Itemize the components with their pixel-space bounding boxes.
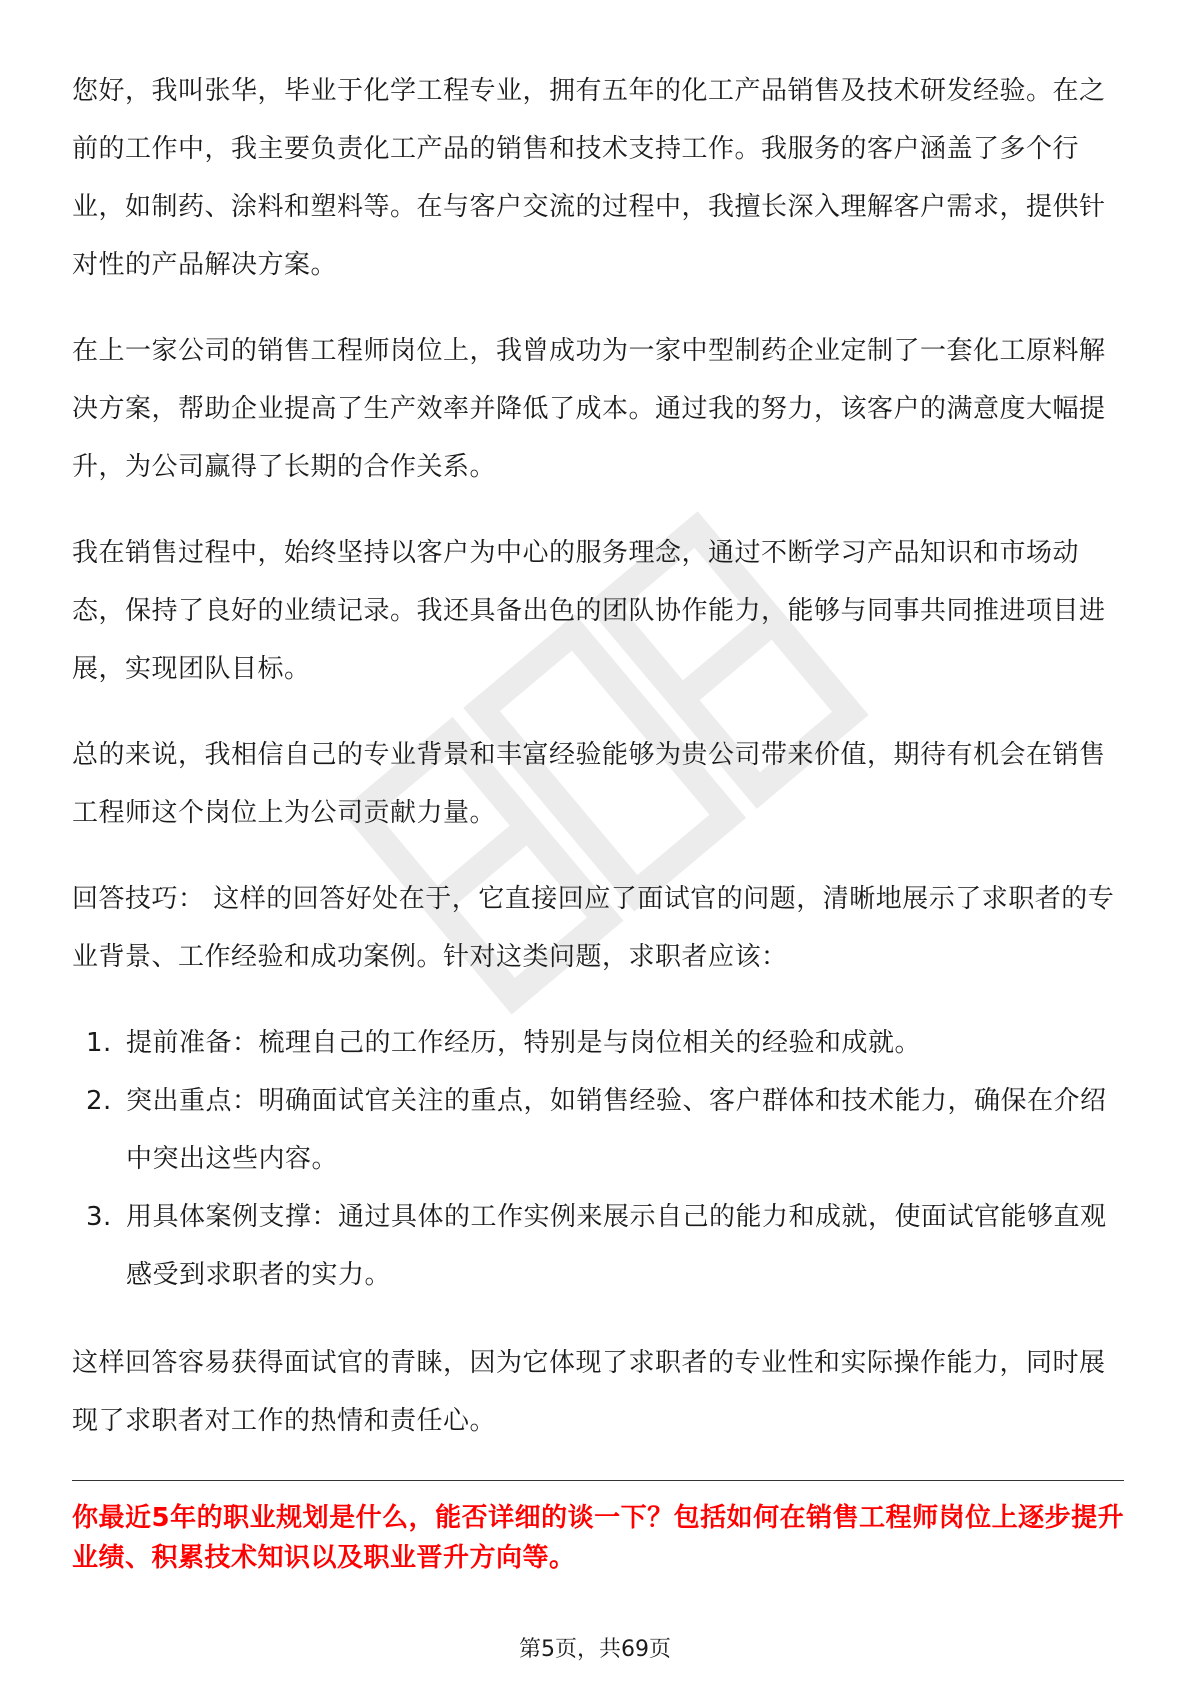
list-item-text: 提前准备：梳理自己的工作经历，特别是与岗位相关的经验和成就。 — [126, 1028, 922, 1058]
list-number: 3. — [86, 1202, 112, 1232]
list-number: 1. — [86, 1028, 112, 1058]
page-number: 第5页，共69页 — [519, 1637, 671, 1662]
tips-list — [72, 1014, 1122, 1304]
list-item — [72, 1072, 1122, 1188]
paragraph-intro: 您好，我叫张华，毕业于化学工程专业，拥有五年的化工产品销售及技术研发经验。在之前的工作中，我主要负责化工产品的销售和技术支持工作。我服务的客户涵盖了多个行业，如制药、涂料和塑料等。在与客户交流的过程中，我擅长深入理解客户需求，提供针对性的产品解决方案。 — [72, 76, 1106, 280]
paragraph-service: 我在销售过程中，始终坚持以客户为中心的服务理念，通过不断学习产品知识和市场动态，保持了良好的业绩记录。我还具备出色的团队协作能力，能够与同事共同推进项目进展，实现团队目标。 — [72, 538, 1106, 684]
list-item — [72, 1188, 1122, 1304]
section-divider — [72, 1480, 1124, 1481]
paragraph-tips-intro: 回答技巧： 这样的回答好处在于，它直接回应了面试官的问题，清晰地展示了求职者的专业背景、工作经验和成功案例。针对这类问题，求职者应该： — [72, 884, 1115, 972]
list-item — [72, 1014, 1122, 1072]
article-body — [72, 62, 1122, 1478]
list-item-text: 用具体案例支撑：通过具体的工作实例来展示自己的能力和成就，使面试官能够直观感受到求职者的实力。 — [126, 1202, 1107, 1290]
paragraph-experience: 在上一家公司的销售工程师岗位上，我曾成功为一家中型制药企业定制了一套化工原料解决方案，帮助企业提高了生产效率并降低了成本。通过我的努力，该客户的满意度大幅提升，为公司赢得了长期的合作关系。 — [72, 336, 1106, 482]
list-item-text: 突出重点：明确面试官关注的重点，如销售经验、客户群体和技术能力，确保在介绍中突出这些内容。 — [126, 1086, 1107, 1174]
paragraph-summary: 总的来说，我相信自己的专业背景和丰富经验能够为贵公司带来价值，期待有机会在销售工程师这个岗位上为公司贡献力量。 — [72, 740, 1106, 828]
list-number: 2. — [86, 1086, 112, 1116]
next-question-heading: 你最近5年的职业规划是什么，能否详细的谈一下？包括如何在销售工程师岗位上逐步提升业绩、积累技术知识以及职业晋升方向等。 — [72, 1503, 1125, 1573]
paragraph-closing: 这样回答容易获得面试官的青睐，因为它体现了求职者的专业性和实际操作能力，同时展现了求职者对工作的热情和责任心。 — [72, 1348, 1106, 1436]
